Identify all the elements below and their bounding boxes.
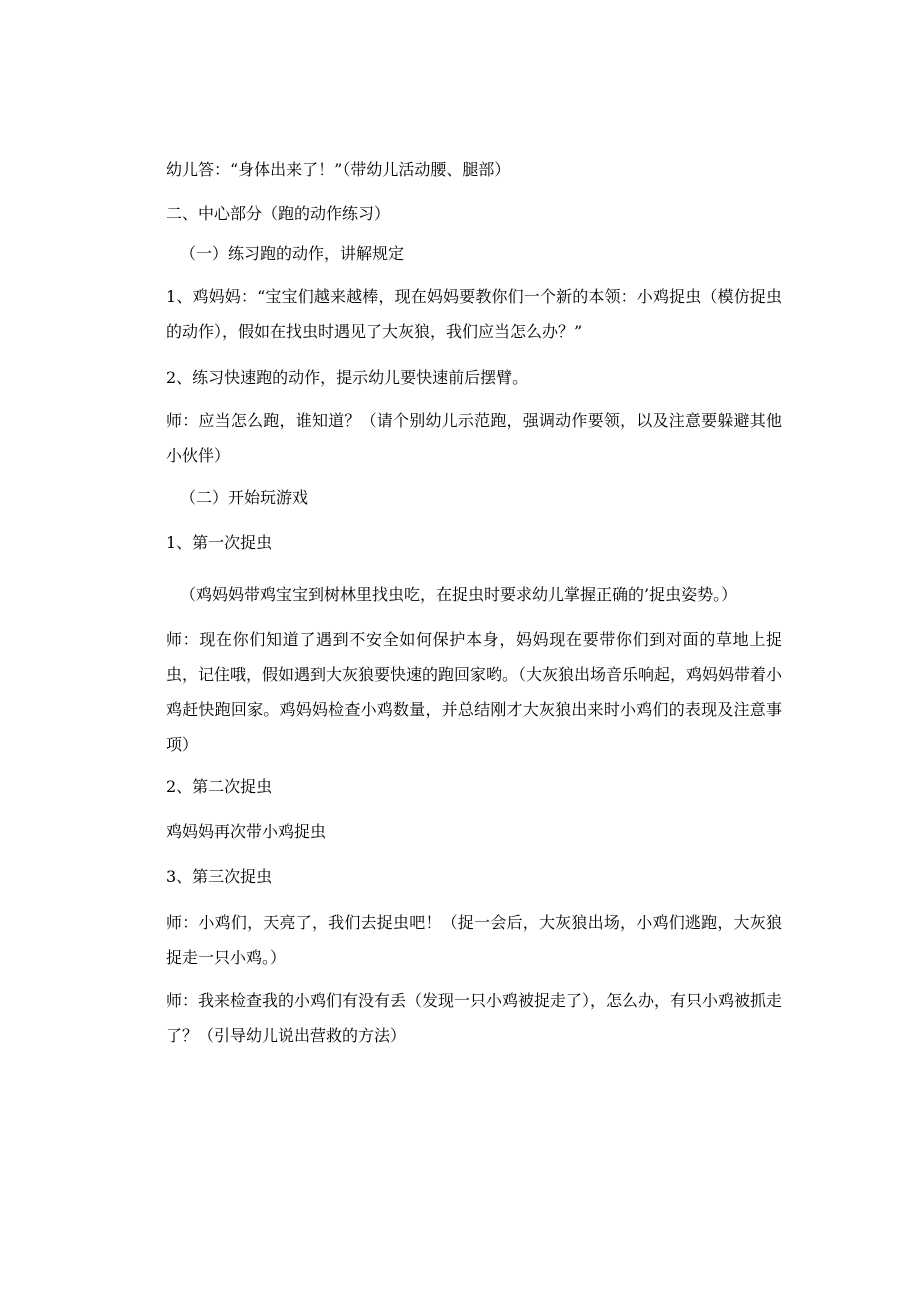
paragraph-child-answer: 幼儿答：“身体出来了！”（带幼儿活动腰、腿部） <box>166 160 511 179</box>
list-item-first-catch: 1、第一次捉虫 <box>166 533 273 552</box>
paragraph-teacher-check: 师：我来检查我的小鸡们有没有丢（发现一只小鸡被捉走了），怎么办，有只小鸡被抓走了？（引导幼儿说出营救的方法） <box>166 991 783 1045</box>
paragraph-hen-mother-speech: 1、鸡妈妈：“宝宝们越来越棒，现在妈妈要教你们一个新的本领：小鸡捉虫（模仿捉虫的动作），假如在找虫时遇见了大灰狼，我们应当怎么办？” <box>166 287 782 341</box>
subsection-heading-practice-running: （一）练习跑的动作，讲解规定 <box>180 244 405 263</box>
paragraph-teacher-how-to-run: 师：应当怎么跑，谁知道？（请个别幼儿示范跑，强调动作要领，以及注意要躲避其他小伙伴） <box>166 411 782 465</box>
paragraph-teacher-safety: 师：现在你们知道了遇到不安全如何保护本身，妈妈现在要带你们到对面的草地上捉虫，记住哦，假如遇到大灰狼要快速的跑回家哟。（大灰狼出场音乐响起，鸡妈妈带着小鸡赶快跑回家。鸡妈妈检查小鸡数量，并总结刚才大灰狼出来时小鸡们的表现及注意事项） <box>166 630 783 754</box>
list-item-second-catch: 2、第二次捉虫 <box>166 777 273 796</box>
paragraph-teacher-dawn: 师：小鸡们，天亮了，我们去捉虫吧！（捉一会后，大灰狼出场，小鸡们逃跑，大灰狼捉走一只小鸡。） <box>166 913 782 967</box>
paragraph-first-catch-note: （鸡妈妈带鸡宝宝到树林里找虫吃，在捉虫时要求幼儿掌握正确的’捉虫姿势。） <box>180 585 738 604</box>
list-item-third-catch: 3、第三次捉虫 <box>166 867 273 886</box>
paragraph-second-catch-detail: 鸡妈妈再次带小鸡捉虫 <box>166 822 327 841</box>
section-heading-center-part: 二、中心部分（跑的动作练习） <box>166 204 391 223</box>
subsection-heading-start-game: （二）开始玩游戏 <box>180 488 309 507</box>
paragraph-practice-fast-run: 2、练习快速跑的动作，提示幼儿要快速前后摆臂。 <box>166 368 529 387</box>
